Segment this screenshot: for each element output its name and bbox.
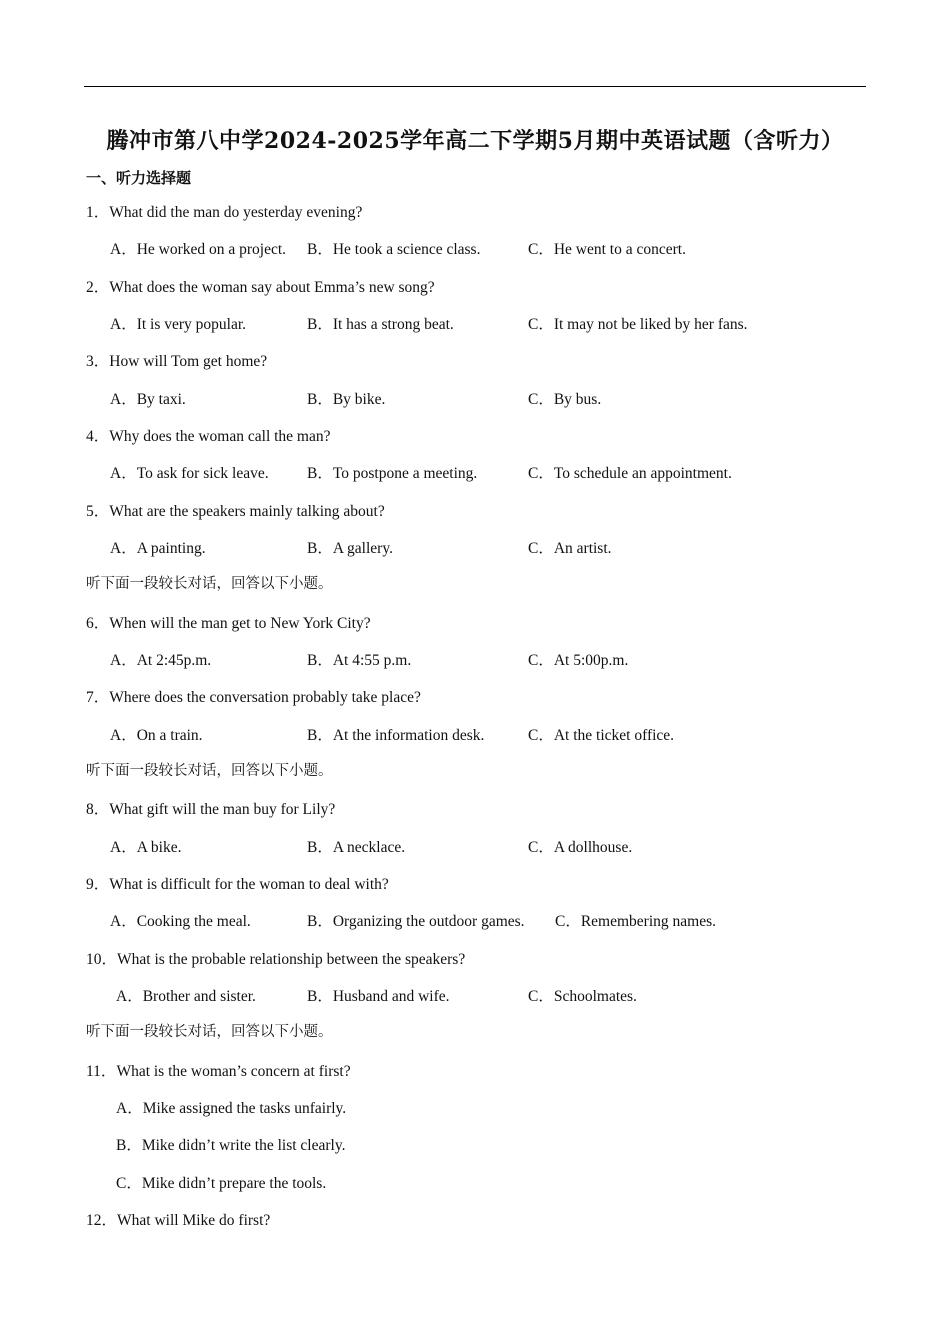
question-3-option-a: A．By taxi. (110, 391, 186, 408)
question-7-option-c: C．At the ticket office. (528, 727, 675, 744)
listening-note: 听下面一段较长对话，回答以下小题。 (86, 1024, 333, 1040)
question-2-option-c: C．It may not be liked by her fans. (528, 316, 748, 333)
question-8-option-c: C．A dollhouse. (528, 839, 633, 856)
question-5-option-a: A．A painting. (110, 540, 206, 557)
listening-note: 听下面一段较长对话，回答以下小题。 (86, 763, 333, 779)
question-12: 12．What will Mike do first? (86, 1212, 271, 1229)
section-heading: 一、听力选择题 (86, 169, 192, 187)
question-9: 9．What is difficult for the woman to deal with? (86, 876, 389, 893)
question-6-option-b: B．At 4:55 p.m. (307, 652, 412, 669)
question-4-option-c: C．To schedule an appointment. (528, 465, 732, 482)
question-4-option-b: B．To postpone a meeting. (307, 465, 478, 482)
question-6: 6．When will the man get to New York City? (86, 615, 371, 632)
question-5-option-c: C．An artist. (528, 540, 612, 557)
question-11-option-a: A．Mike assigned the tasks unfairly. (116, 1100, 347, 1117)
question-10: 10．What is the probable relationship between the speakers? (86, 951, 466, 968)
question-3-option-b: B．By bike. (307, 391, 386, 408)
question-9-option-a: A．Cooking the meal. (110, 913, 251, 930)
header-rule (84, 86, 866, 87)
question-1: 1．What did the man do yesterday evening? (86, 204, 363, 221)
question-1-option-a: A．He worked on a project. (110, 241, 287, 258)
question-9-option-c: C．Remembering names. (555, 913, 716, 930)
question-1-option-c: C．He went to a concert. (528, 241, 686, 258)
page-title: 腾冲市第八中学2024-2025学年高二下学期5月期中英语试题（含听力） (106, 128, 844, 154)
question-10-option-b: B．Husband and wife. (307, 988, 450, 1005)
question-9-option-b: B．Organizing the outdoor games. (307, 913, 525, 930)
question-2: 2．What does the woman say about Emma’s new song? (86, 279, 435, 296)
question-8: 8．What gift will the man buy for Lily? (86, 801, 336, 818)
question-7-option-b: B．At the information desk. (307, 727, 485, 744)
question-10-option-a: A．Brother and sister. (116, 988, 256, 1005)
question-1-option-b: B．He took a science class. (307, 241, 481, 258)
question-11-option-b: B．Mike didn’t write the list clearly. (116, 1137, 346, 1154)
listening-note: 听下面一段较长对话，回答以下小题。 (86, 576, 333, 592)
question-4: 4．Why does the woman call the man? (86, 428, 331, 445)
question-7-option-a: A．On a train. (110, 727, 203, 744)
question-8-option-b: B．A necklace. (307, 839, 406, 856)
question-2-option-a: A．It is very popular. (110, 316, 247, 333)
question-7: 7．Where does the conversation probably take place? (86, 689, 421, 706)
question-8-option-a: A．A bike. (110, 839, 182, 856)
question-2-option-b: B．It has a strong beat. (307, 316, 454, 333)
question-3: 3．How will Tom get home? (86, 353, 268, 370)
question-5: 5．What are the speakers mainly talking about? (86, 503, 385, 520)
question-10-option-c: C．Schoolmates. (528, 988, 637, 1005)
question-4-option-a: A．To ask for sick leave. (110, 465, 269, 482)
question-11: 11．What is the woman’s concern at first? (86, 1063, 351, 1080)
question-11-option-c: C．Mike didn’t prepare the tools. (116, 1175, 327, 1192)
question-6-option-a: A．At 2:45p.m. (110, 652, 212, 669)
question-5-option-b: B．A gallery. (307, 540, 393, 557)
question-6-option-c: C．At 5:00p.m. (528, 652, 629, 669)
question-3-option-c: C．By bus. (528, 391, 602, 408)
